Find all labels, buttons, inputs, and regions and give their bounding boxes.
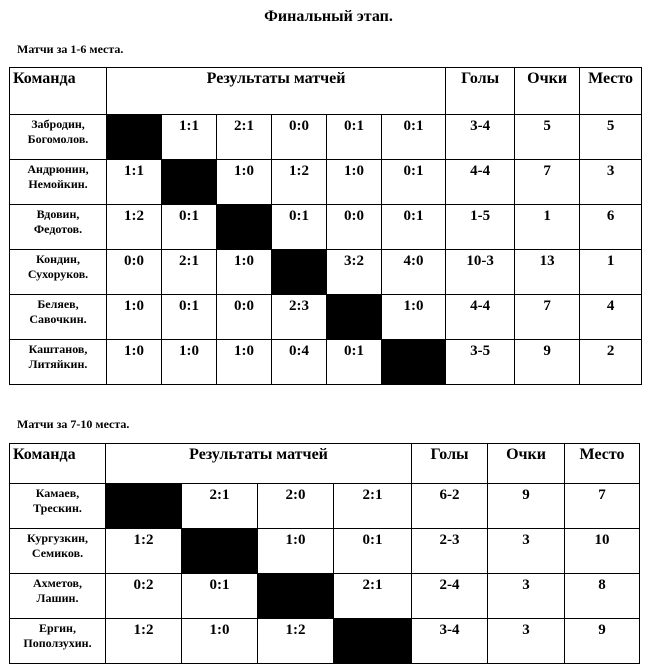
match-result-cell: 1:1 — [107, 160, 162, 205]
goals-cell: 3-4 — [446, 115, 515, 160]
team-name-cell — [10, 619, 106, 664]
team-name-cell — [10, 115, 107, 160]
table-row — [10, 484, 640, 529]
team-player-name: Вдовин, — [36, 207, 80, 221]
team-player-name: Поползухин. — [23, 636, 92, 650]
header-place: Место — [580, 68, 642, 115]
team-name-cell — [10, 340, 107, 385]
diagonal-blocked-cell — [182, 529, 258, 574]
team-player-name: Андрюнин, — [27, 162, 89, 176]
team-player-name: Сухоруков. — [27, 267, 89, 281]
results-table-7-10 — [9, 443, 640, 664]
place-cell: 6 — [580, 205, 642, 250]
goals-cell: 2-4 — [412, 574, 488, 619]
match-result-cell: 1:0 — [217, 250, 272, 295]
team-player-name: Немойкин. — [28, 177, 88, 191]
points-cell: 1 — [515, 205, 580, 250]
table-row — [10, 529, 640, 574]
match-result-cell: 1:2 — [106, 619, 182, 664]
match-result-cell: 1:0 — [258, 529, 334, 574]
page-title: Финальный этап. — [264, 8, 393, 25]
match-result-cell: 0:1 — [382, 160, 446, 205]
diagonal-blocked-cell — [106, 484, 182, 529]
points-cell: 3 — [488, 574, 565, 619]
team-name-cell — [10, 250, 107, 295]
table-row — [10, 160, 642, 205]
team-player-name: Федотов. — [33, 222, 83, 236]
goals-cell: 3-5 — [446, 340, 515, 385]
header-points: Очки — [515, 68, 580, 115]
table-header-row — [10, 68, 642, 115]
match-result-cell: 2:1 — [182, 484, 258, 529]
table-row — [10, 574, 640, 619]
match-result-cell: 2:0 — [258, 484, 334, 529]
diagonal-blocked-cell — [382, 340, 446, 385]
match-result-cell: 2:3 — [272, 295, 327, 340]
team-player-name: Кондин, — [36, 252, 80, 266]
place-cell: 3 — [580, 160, 642, 205]
table-row — [10, 619, 640, 664]
table-header-row — [10, 444, 640, 484]
results-table-1-6 — [9, 67, 642, 385]
points-cell: 9 — [488, 484, 565, 529]
goals-cell: 10-3 — [446, 250, 515, 295]
table-row — [10, 295, 642, 340]
header-points: Очки — [488, 444, 565, 484]
team-player-name: Беляев, — [37, 297, 79, 311]
match-result-cell: 0:1 — [334, 529, 412, 574]
points-cell: 7 — [515, 160, 580, 205]
team-name-cell — [10, 529, 106, 574]
points-cell: 9 — [515, 340, 580, 385]
match-result-cell: 1:2 — [258, 619, 334, 664]
header-goals: Голы — [446, 68, 515, 115]
match-result-cell: 0:2 — [106, 574, 182, 619]
team-name-cell — [10, 160, 107, 205]
team-name-cell — [10, 295, 107, 340]
diagonal-blocked-cell — [272, 250, 327, 295]
goals-cell: 2-3 — [412, 529, 488, 574]
team-player-name: Камаев, — [35, 486, 80, 500]
match-result-cell: 1:0 — [107, 295, 162, 340]
match-result-cell: 0:1 — [162, 205, 217, 250]
match-result-cell: 0:4 — [272, 340, 327, 385]
match-result-cell: 2:1 — [162, 250, 217, 295]
match-result-cell: 2:1 — [334, 574, 412, 619]
team-player-name: Лашин. — [36, 591, 79, 605]
match-result-cell: 1:1 — [162, 115, 217, 160]
diagonal-blocked-cell — [258, 574, 334, 619]
match-result-cell: 0:0 — [327, 205, 382, 250]
header-team: Команда — [10, 68, 107, 115]
goals-cell: 4-4 — [446, 160, 515, 205]
match-result-cell: 0:0 — [217, 295, 272, 340]
place-cell: 10 — [565, 529, 640, 574]
place-cell: 4 — [580, 295, 642, 340]
diagonal-blocked-cell — [327, 295, 382, 340]
header-results: Результаты матчей — [107, 68, 446, 115]
match-result-cell: 0:1 — [272, 205, 327, 250]
match-result-cell: 2:1 — [334, 484, 412, 529]
points-cell: 3 — [488, 619, 565, 664]
match-result-cell: 1:2 — [272, 160, 327, 205]
header-team: Команда — [10, 444, 106, 484]
place-cell: 2 — [580, 340, 642, 385]
diagonal-blocked-cell — [334, 619, 412, 664]
table-row — [10, 250, 642, 295]
header-results: Результаты матчей — [106, 444, 412, 484]
match-result-cell: 1:2 — [106, 529, 182, 574]
team-player-name: Богомолов. — [27, 132, 89, 146]
goals-cell: 1-5 — [446, 205, 515, 250]
match-result-cell: 0:1 — [182, 574, 258, 619]
match-result-cell: 0:0 — [272, 115, 327, 160]
match-result-cell: 3:2 — [327, 250, 382, 295]
team-player-name: Литяйкин. — [28, 357, 88, 371]
match-result-cell: 0:1 — [162, 295, 217, 340]
diagonal-blocked-cell — [162, 160, 217, 205]
match-result-cell: 1:0 — [217, 340, 272, 385]
points-cell: 5 — [515, 115, 580, 160]
team-player-name: Кургузкин, — [26, 531, 89, 545]
match-result-cell: 1:0 — [382, 295, 446, 340]
place-cell: 9 — [565, 619, 640, 664]
table-row — [10, 205, 642, 250]
match-result-cell: 1:0 — [182, 619, 258, 664]
match-result-cell: 4:0 — [382, 250, 446, 295]
table-row — [10, 115, 642, 160]
team-player-name: Семиков. — [31, 546, 84, 560]
team-name-cell — [10, 574, 106, 619]
section2-subtitle: Матчи за 7-10 места. — [17, 417, 130, 431]
team-player-name: Трескин. — [33, 501, 82, 515]
diagonal-blocked-cell — [217, 205, 272, 250]
match-result-cell: 0:1 — [382, 205, 446, 250]
points-cell: 3 — [488, 529, 565, 574]
place-cell: 7 — [565, 484, 640, 529]
match-result-cell: 1:0 — [327, 160, 382, 205]
match-result-cell: 1:0 — [217, 160, 272, 205]
team-player-name: Забродин, — [31, 117, 85, 131]
match-result-cell: 0:1 — [327, 340, 382, 385]
team-player-name: Ергин, — [39, 621, 76, 635]
goals-cell: 6-2 — [412, 484, 488, 529]
place-cell: 5 — [580, 115, 642, 160]
match-result-cell: 1:2 — [107, 205, 162, 250]
header-goals: Голы — [412, 444, 488, 484]
match-result-cell: 1:0 — [107, 340, 162, 385]
header-place: Место — [565, 444, 640, 484]
team-name-cell — [10, 484, 106, 529]
match-result-cell: 0:0 — [107, 250, 162, 295]
goals-cell: 4-4 — [446, 295, 515, 340]
match-result-cell: 0:1 — [382, 115, 446, 160]
place-cell: 1 — [580, 250, 642, 295]
place-cell: 8 — [565, 574, 640, 619]
section1-subtitle: Матчи за 1-6 места. — [17, 42, 124, 56]
match-result-cell: 1:0 — [162, 340, 217, 385]
team-player-name: Ахметов, — [32, 576, 83, 590]
match-result-cell: 2:1 — [217, 115, 272, 160]
table-row — [10, 340, 642, 385]
points-cell: 13 — [515, 250, 580, 295]
team-name-cell — [10, 205, 107, 250]
team-player-name: Каштанов, — [28, 342, 88, 356]
diagonal-blocked-cell — [107, 115, 162, 160]
points-cell: 7 — [515, 295, 580, 340]
match-result-cell: 0:1 — [327, 115, 382, 160]
goals-cell: 3-4 — [412, 619, 488, 664]
team-player-name: Савочкин. — [29, 312, 87, 326]
